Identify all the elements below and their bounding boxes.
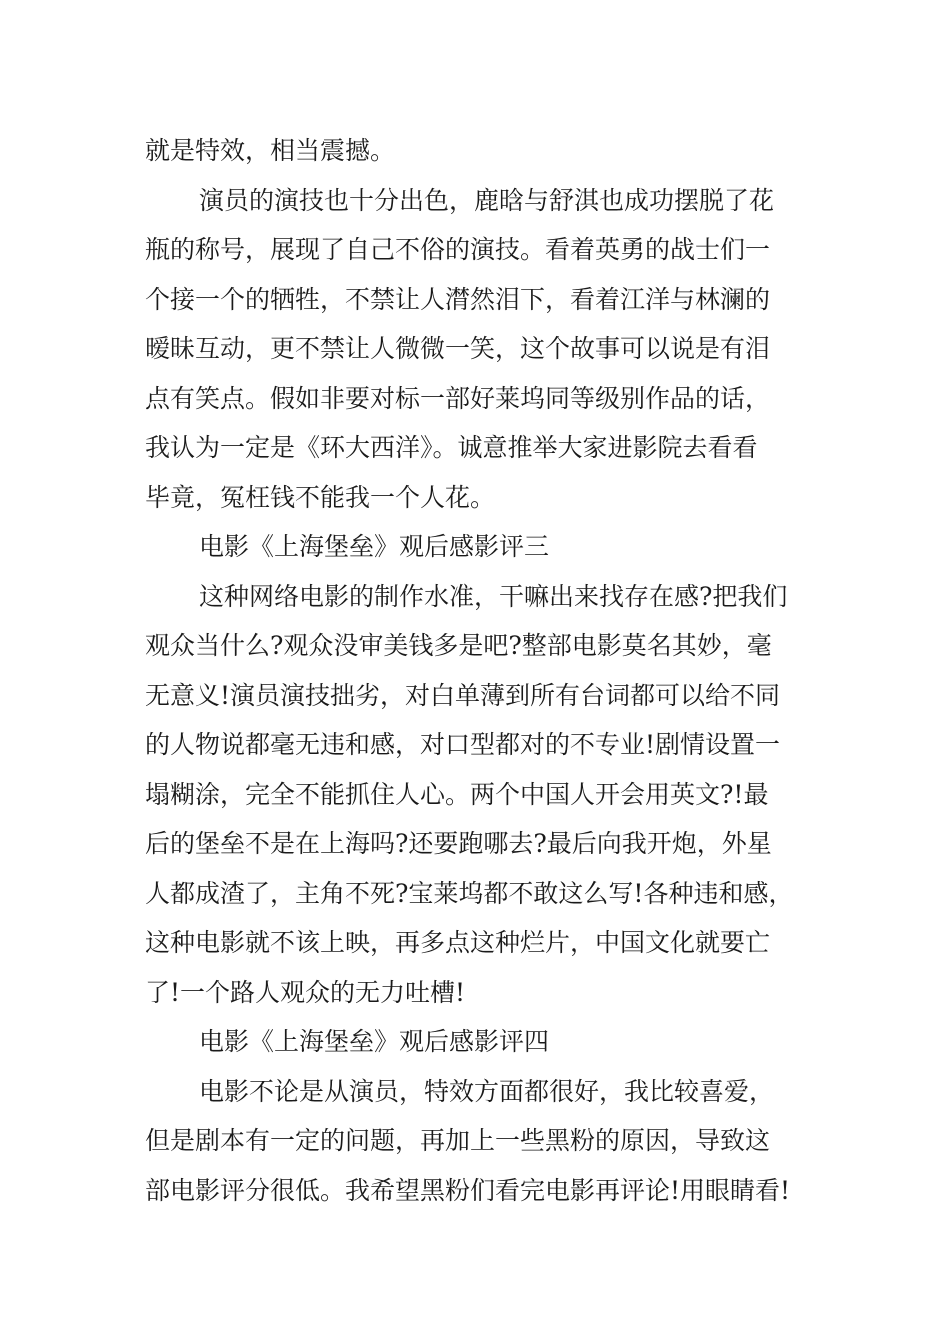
text-line: 了!一个路人观众的无力吐槽! xyxy=(145,977,466,1007)
text-line: 毕竟，冤枉钱不能我一个人花。 xyxy=(145,482,496,512)
text-line: 这种电影就不该上映，再多点这种烂片，中国文化就要亡 xyxy=(145,928,771,957)
text-line: 点有笑点。假如非要对标一部好莱坞同等级别作品的话， xyxy=(145,383,771,413)
text-line: 个接一个的牺牲，不禁让人潸然泪下，看着江洋与林澜的 xyxy=(145,284,771,314)
text-line: 暧昧互动，更不禁让人微微一笑，这个故事可以说是有泪 xyxy=(145,334,771,363)
section-heading-three: 电影《上海堡垒》观后感影评三 xyxy=(199,532,550,561)
text-line: 观众当什么?观众没审美钱多是吧?整部电影莫名其妙，毫 xyxy=(145,631,772,660)
text-line: 我认为一定是《环大西洋》。诚意推举大家进影院去看看 xyxy=(145,433,758,462)
text-line: 后的堡垒不是在上海吗?还要跑哪去?最后向我开炮，外星 xyxy=(145,829,772,858)
text-line: 无意义!演员演技拙劣，对白单薄到所有台词都可以给不同 xyxy=(145,680,781,710)
section-heading-four: 电影《上海堡垒》观后感影评四 xyxy=(199,1027,550,1056)
text-line: 的人物说都毫无违和感，对口型都对的不专业!剧情设置一 xyxy=(145,730,781,759)
paragraph-start-line: 电影不论是从演员，特效方面都很好，我比较喜爱， xyxy=(199,1076,775,1106)
paragraph-start-line: 演员的演技也十分出色，鹿晗与舒淇也成功摆脱了花 xyxy=(199,185,775,215)
paragraph-start-line: 这种网络电影的制作水准，干嘛出来找存在感?把我们 xyxy=(199,581,788,611)
text-line: 但是剧本有一定的问题，再加上一些黑粉的原因，导致这 xyxy=(145,1126,771,1155)
text-line: 就是特效，相当震撼。 xyxy=(145,136,396,165)
text-line: 瓶的称号，展现了自己不俗的演技。看着英勇的战士们一 xyxy=(145,235,771,264)
text-line: 塌糊涂，完全不能抓住人心。两个中国人开会用英文?!最 xyxy=(145,779,769,809)
text-line: 人都成渣了，主角不死?宝莱坞都不敢这么写!各种违和感， xyxy=(145,878,794,908)
text-line: 部电影评分很低。我希望黑粉们看完电影再评论!用眼睛看! xyxy=(145,1175,791,1205)
document-body xyxy=(145,126,825,1215)
